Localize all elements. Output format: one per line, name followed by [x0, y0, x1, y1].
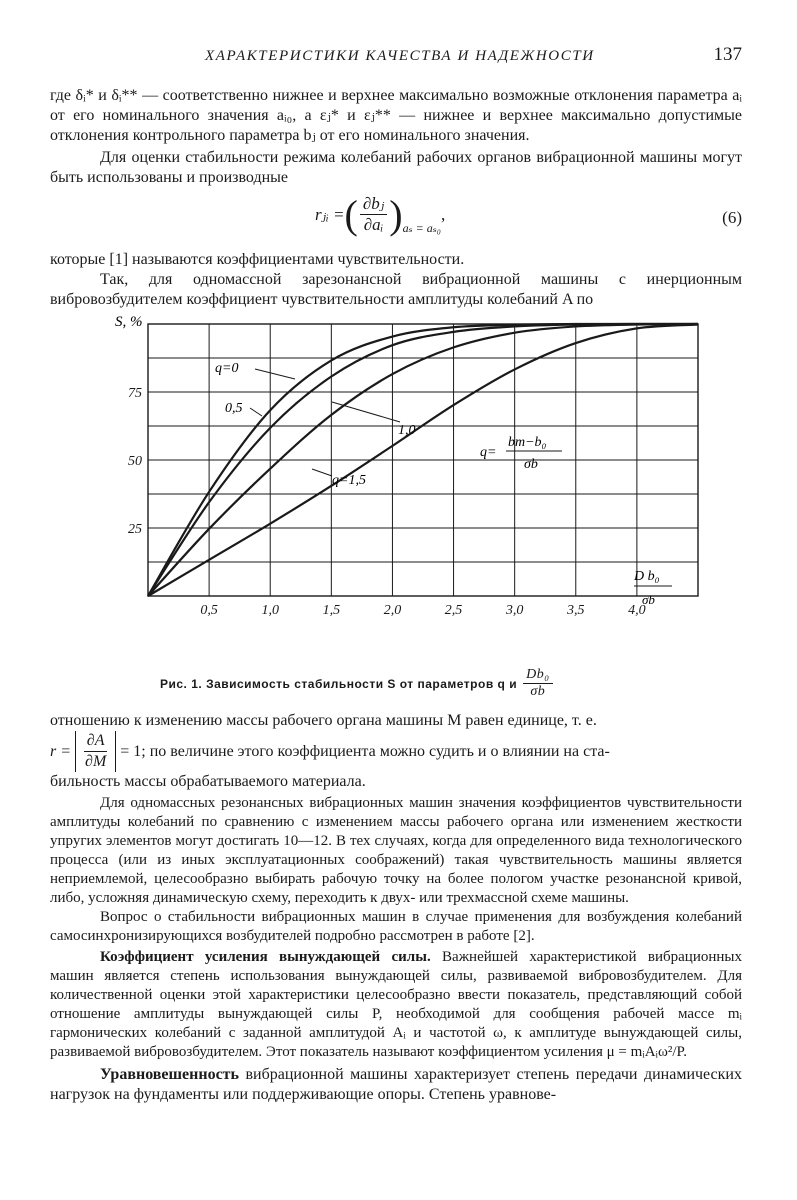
chart-svg — [50, 314, 742, 659]
sens-rest: = 1; по величине этого коэффициента можно судить и о влиянии на ста- — [120, 742, 610, 760]
running-title: ХАРАКТЕРИСТИКИ КАЧЕСТВА И НАДЕЖНОСТИ — [205, 48, 595, 64]
sensitivity-formula-line — [50, 731, 742, 772]
paragraph-self-sync: Вопрос о стабильности вибрационных машин в случае применения для возбуждения колебаний самосинхронизирующихся возбудителей подробно рассмотрен в работе [2]. — [50, 909, 742, 944]
y-axis-label: S, % — [115, 314, 143, 330]
leader-q0 — [255, 369, 295, 379]
sens-abs — [75, 731, 116, 772]
q-def-denominator: σb — [524, 457, 538, 472]
formula-comma: , — [440, 204, 446, 224]
x-tick-label: 2,5 — [444, 603, 463, 618]
sens-numerator: ∂A — [84, 731, 108, 752]
caption-numerator: Db₀ — [523, 667, 552, 684]
x-axis-label-den: σb — [642, 592, 655, 607]
book-page — [50, 38, 742, 1105]
caption-text: Рис. 1. Зависимость стабильности S от параметров q и — [160, 676, 518, 691]
gain-heading: Коэффициент усиления вынуждающей силы. — [100, 949, 431, 965]
equation-number: (6) — [722, 208, 742, 227]
paragraph-material-mass: бильность массы обрабатываемого материала. — [50, 773, 366, 790]
caption-denominator: σb — [530, 684, 546, 699]
balance-heading: Уравновешенность — [100, 1066, 239, 1083]
gain-text: Важнейшей характеристикой вибрационных машин является степень использования вынуждающей силы, развиваемой вибровозбудителем. Для количественной оценки этой характеристики целесообразно ввести показатель, представляющий собой отношение амплитуды вынуждающей силы P, необходимой для сообщения рабочей массе mᵢ гармонических колебаний с заданной амплитудой Aᵢ и частотой ω, к амплитуде вынуждающей силы, развиваемой вибровозбудителем. Этот показатель называют коэффициентом усиления μ = mᵢAᵢω²/P. — [50, 949, 742, 1060]
formula-fraction — [360, 194, 387, 235]
sens-denominator: ∂M — [85, 753, 107, 770]
formula-6 — [50, 188, 742, 250]
x-tick-label: 1,5 — [322, 603, 341, 618]
q-def-numerator: bm−b₀ — [508, 435, 547, 450]
caption-fraction — [523, 667, 552, 700]
chart-ticks — [128, 386, 646, 618]
caption-inner — [160, 667, 553, 700]
formula-body — [315, 191, 446, 237]
balance-text: вибрационной машины характеризует степень передачи динамических нагрузок на фундаменты или поддерживающие опоры. Степень уравнове- — [50, 1066, 742, 1103]
x-tick-label: 1,0 — [261, 603, 279, 618]
formula-denominator: ∂aᵢ — [363, 215, 384, 234]
x-axis-label-num: D b₀ — [634, 569, 660, 584]
small-print-block — [50, 794, 742, 1062]
paragraph-example: Так, для одномассной зарезонансной вибрационной машины с инерционным вибровозбудителем коэффициент чувствительности амплитуды колебаний A по — [50, 271, 742, 308]
leader-q15 — [312, 469, 332, 476]
x-tick-label: 4,0 — [628, 603, 646, 618]
x-tick-label: 2,0 — [383, 603, 402, 618]
figure-stability-chart — [50, 314, 742, 659]
series-label-q05: 0,5 — [225, 401, 243, 416]
y-tick-label: 50 — [128, 454, 142, 469]
paragraph-derivatives-intro: Для оценки стабильности режима колебаний рабочих органов вибрационной машины могут быть использованы и производные — [50, 149, 742, 186]
running-head — [50, 38, 742, 68]
paragraph-balance — [50, 1065, 742, 1105]
formula-left-paren: ( — [344, 191, 358, 237]
y-tick-label: 75 — [128, 386, 142, 401]
page-number: 137 — [713, 44, 742, 65]
formula-subscript: aₛ = aₛ₀ — [402, 221, 441, 235]
formula-right-paren: ) — [389, 191, 403, 237]
formula-lhs: rⱼᵢ = — [315, 204, 345, 224]
y-tick-label: 25 — [128, 522, 142, 537]
series-label-q0: q=0 — [215, 361, 239, 376]
x-tick-label: 3,5 — [567, 603, 585, 618]
paragraph-sensitivity-def: которые [1] называются коэффициентами чувствительности. — [50, 251, 465, 268]
leader-q05 — [250, 408, 262, 416]
paragraph-deviations: где δᵢ* и δᵢ** — соответственно нижнее и верхнее максимально возможные отклонения параметра aᵢ от его номинального значения aᵢ₀, а εⱼ* и εⱼ** — нижнее и верхнее максимально допустимые отклонения контрольного параметра bⱼ от его номинального значения. — [50, 87, 742, 144]
paragraph-resonant-machines: Для одномассных резонансных вибрационных машин значения коэффициентов чувствительности амплитуды колебаний по сравнению с изменением массы рабочего органа или изменением жесткости упругих элементов могут достигать 10—12. В тех случаях, когда для определенного вида технологического процесса (или из иных эксплуатационных соображений) такая чувствительность машины является неприемлемой, целесообразно выбирать рабочую точку на более пологом участке резонансной кривой, либо, усложняя динамическую схему, переходить к двух- или трехмассной схеме машины. — [50, 795, 742, 906]
sens-fraction — [82, 731, 109, 772]
series-label-q15: q=1,5 — [332, 473, 366, 488]
paragraph-gain-coefficient — [50, 948, 742, 1062]
figure-caption — [50, 663, 742, 707]
x-tick-label: 0,5 — [200, 603, 218, 618]
paragraph-mass-ratio: отношению к изменению массы рабочего органа машины M равен единице, т. е. — [50, 712, 597, 729]
series-label-q10: 1,0 — [398, 423, 416, 438]
sens-lhs: r = — [50, 742, 72, 760]
leader-q10 — [332, 402, 400, 422]
q-def-prefix: q= — [480, 445, 497, 460]
x-tick-label: 3,0 — [505, 603, 524, 618]
formula-numerator: ∂bⱼ — [360, 194, 387, 215]
